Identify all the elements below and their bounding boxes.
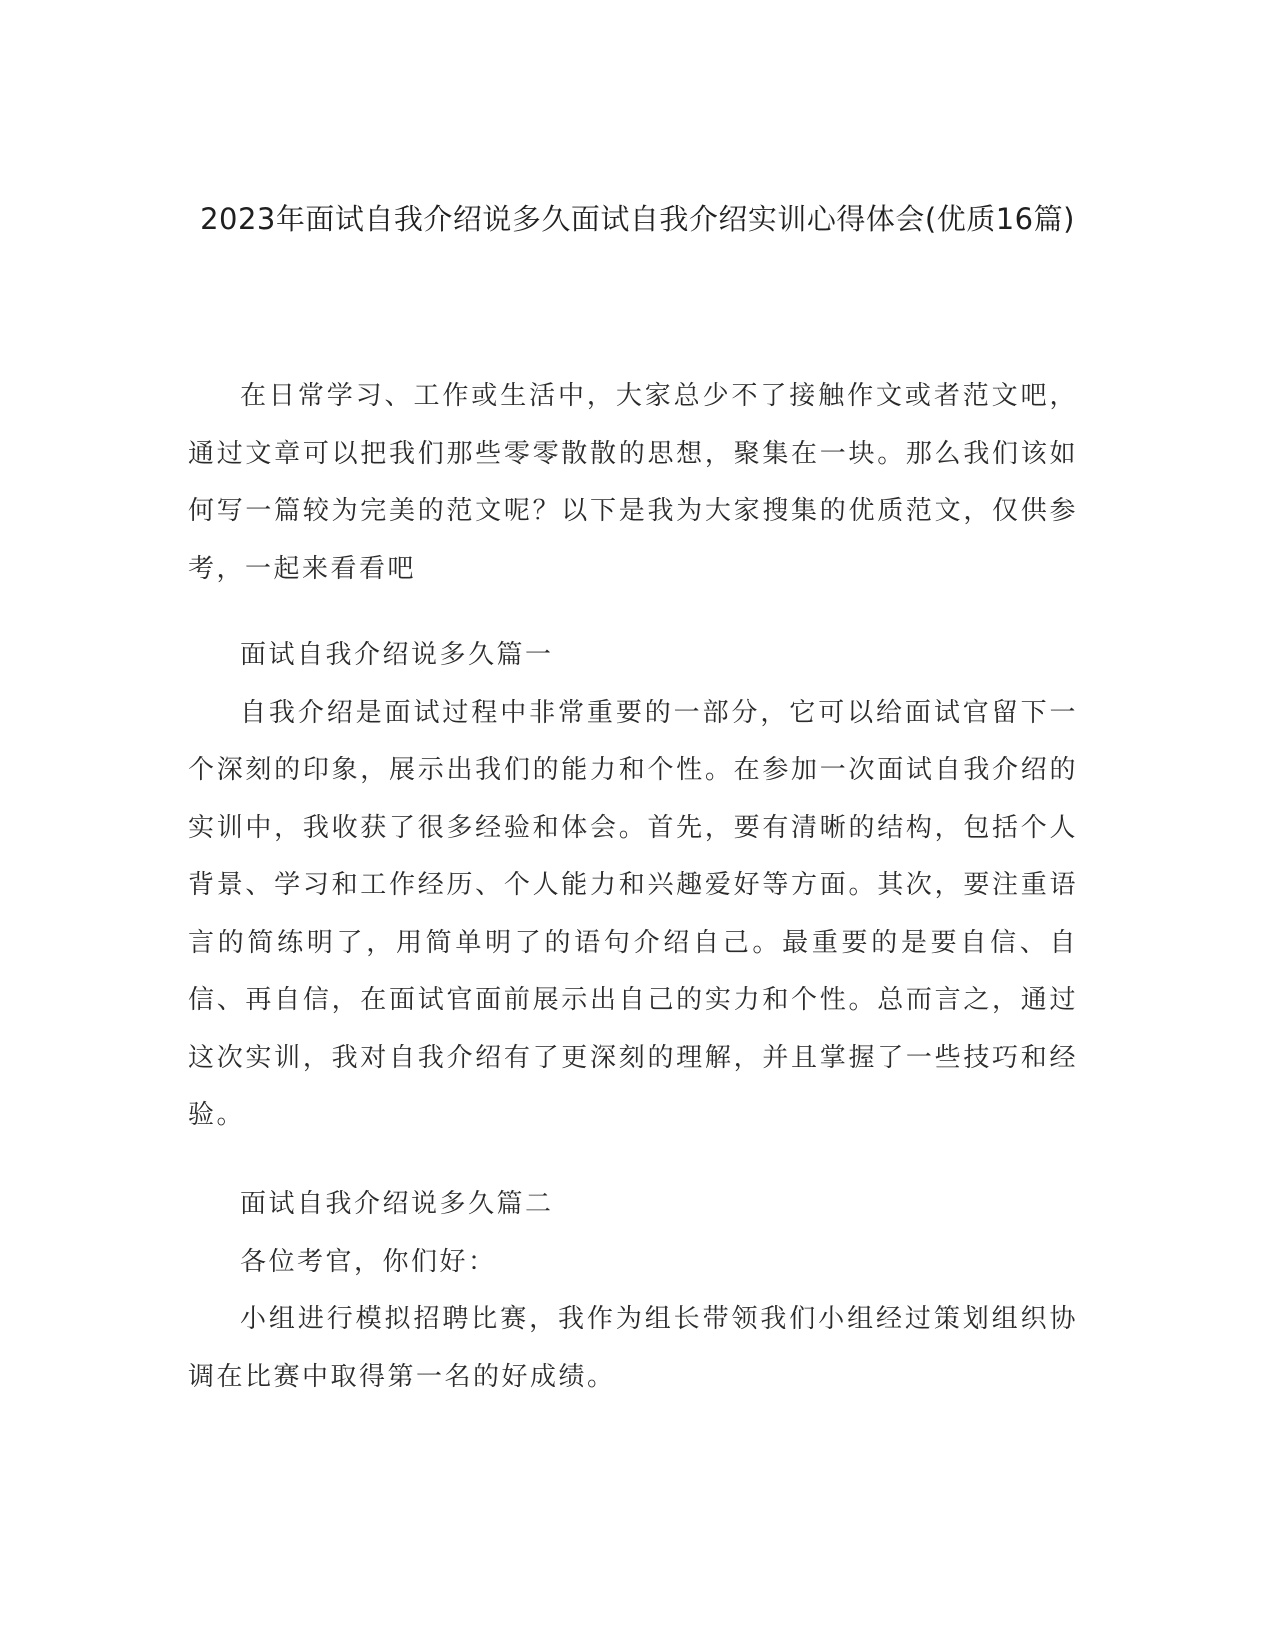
section-1: [188, 627, 1078, 1145]
intro-paragraph: 在日常学习、工作或生活中，大家总少不了接触作文或者范文吧，通过文章可以把我们那些零零散散的思想，聚集在一块。那么我们该如何写一篇较为完美的范文呢？以下是我为大家搜集的优质范文，仅供参考，一起来看看吧: [188, 381, 1078, 584]
section-paragraph: 自我介绍是面试过程中非常重要的一部分，它可以给面试官留下一个深刻的印象，展示出我们的能力和个性。在参加一次面试自我介绍的实训中，我收获了很多经验和体会。首先，要有清晰的结构，包括个人背景、学习和工作经历、个人能力和兴趣爱好等方面。其次，要注重语言的简练明了，用简单明了的语句介绍自己。最重要的是要自信、自信、再自信，在面试官面前展示出自己的实力和个性。总而言之，通过这次实训，我对自我介绍有了更深刻的理解，并且掌握了一些技巧和经验。: [188, 697, 1078, 1130]
section-heading: 面试自我介绍说多久篇二: [240, 1189, 554, 1219]
section-heading: 面试自我介绍说多久篇一: [240, 640, 554, 670]
section-paragraph: 小组进行模拟招聘比赛，我作为组长带领我们小组经过策划组织协调在比赛中取得第一名的好成绩。: [188, 1304, 1078, 1392]
document-title: 2023年面试自我介绍说多久面试自我介绍实训心得体会(优质16篇): [200, 202, 1075, 236]
salutation-paragraph: 各位考官，你们好：: [240, 1246, 497, 1277]
section-2: [188, 1176, 1078, 1406]
intro-block: [188, 368, 1078, 598]
